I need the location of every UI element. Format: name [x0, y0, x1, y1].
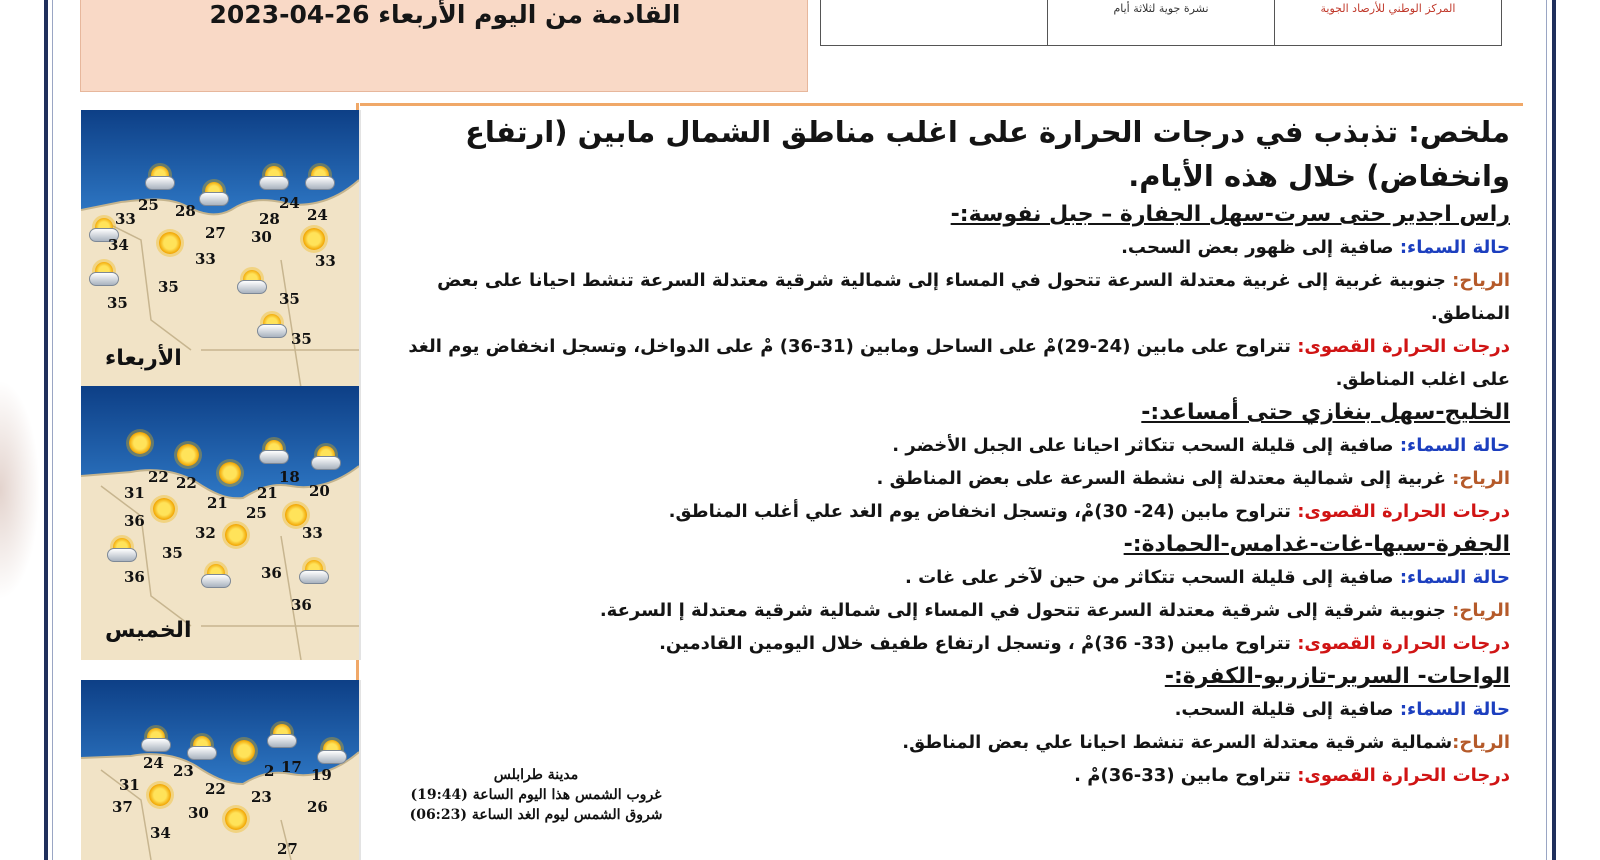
page-frame-left	[44, 0, 48, 860]
map-temp: 32	[195, 524, 216, 542]
region-title: الواحات- السرير-تازربو-الكفرة:-	[1164, 664, 1510, 689]
region-title: الخليج-سهل بنغازي حتى أمساعد:-	[1141, 400, 1510, 425]
map-temp: 18	[279, 468, 300, 486]
map-temp: 24	[307, 206, 328, 224]
temp-line: درجات الحرارة القصوى: تتراوح على مابين (24-29)مْ على الساحل ومابين (31-36) مْ على الدواخل، وتسجل انخفاض يوم الغد على اغلب المناطق.	[408, 336, 1510, 390]
orange-divider	[360, 103, 1523, 106]
wind-line: الرياح: جنوبية شرقية إلى شرقية معتدلة السرعة تتحول في المساء إلى شمالية شرقية معتدلة إ السرعة.	[599, 600, 1510, 621]
wind-line: الرياح: غربية إلى شمالية معتدلة إلى نشطة السرعة على بعض المناطق .	[876, 468, 1510, 489]
sky-line: حالة السماء: صافية إلى قليلة السحب تتكاثر احيانا على الجبل الأخضر .	[892, 435, 1510, 456]
map-temp: 21	[207, 494, 228, 512]
temp-line: درجات الحرارة القصوى: تتراوح مابين (33-36)مْ .	[1074, 765, 1510, 786]
sky-line: حالة السماء: صافية إلى قليلة السحب.	[1174, 699, 1510, 720]
map-temp: 20	[309, 482, 330, 500]
map-temp: 27	[205, 224, 226, 242]
map-temp: 35	[107, 294, 128, 312]
map-temp: 23	[173, 762, 194, 780]
header-cell-center: المركز الوطني للأرصاد الجوية	[1274, 0, 1501, 45]
map-temp: 17	[281, 758, 302, 776]
temp-line: درجات الحرارة القصوى: تتراوح مابين (24- 30)مْ، وتسجل انخفاض يوم الغد علي أغلب المناطق.	[668, 501, 1510, 522]
map-temp: 31	[124, 484, 145, 502]
map-temp: 24	[279, 194, 300, 212]
header-table	[820, 0, 1502, 46]
map-temp: 28	[259, 210, 280, 228]
map-temp: 35	[291, 330, 312, 348]
region-section	[380, 396, 1510, 528]
map-temp: 36	[291, 596, 312, 614]
map-temp: 27	[277, 840, 298, 858]
region-title: راس اجدير حتى سرت-سهل الجفارة – جبل نفوسة:-	[950, 202, 1510, 227]
summary: ملخص: تذبذب في درجات الحرارة على اغلب مناطق الشمال مابين (ارتفاع وانخفاض) خلال هذه الأيام.	[465, 115, 1510, 193]
map-temp: 33	[315, 252, 336, 270]
map-temp: 19	[311, 766, 332, 784]
map-temp: 28	[175, 202, 196, 220]
page-frame-right-inner	[1546, 0, 1547, 860]
sky-line: حالة السماء: صافية إلى قليلة السحب تتكاثر من حين لآخر على غات .	[904, 567, 1510, 588]
map-day-label: الأربعاء	[105, 346, 182, 371]
map-temp: 33	[302, 524, 323, 542]
header-cell-bulletin: نشرة جوية لثلاثة أيام	[1047, 0, 1274, 45]
sun-times	[386, 765, 686, 825]
map-temp: 23	[251, 788, 272, 806]
map-temp: 26	[307, 798, 328, 816]
sun-city: مدينة طرابلس	[493, 767, 579, 783]
map-temp: 22	[205, 780, 226, 798]
map-temp: 24	[143, 754, 164, 772]
map-temp: 35	[162, 544, 183, 562]
wind-line: الرياح:شمالية شرقية معتدلة السرعة تنشط احيانا علي بعض المناطق.	[902, 732, 1510, 753]
temp-line: درجات الحرارة القصوى: تتراوح مابين (33- 36)مْ ، وتسجل ارتفاع طفيف خلال اليومين القادمين.	[659, 633, 1510, 654]
page-frame-left-inner	[52, 0, 53, 860]
sunset-time: غروب الشمس هذا اليوم الساعة (19:44)	[410, 787, 662, 803]
wind-line: الرياح: جنوبية غربية إلى غربية معتدلة السرعة تتحول في المساء إلى شمالية شرقية معتدلة السرعة تنشط احيانا على بعض المناطق.	[437, 270, 1510, 324]
map-temp: 25	[138, 196, 159, 214]
forecast-text	[380, 110, 1510, 792]
sky-line: حالة السماء: صافية إلى ظهور بعض السحب.	[1121, 237, 1510, 258]
map-temp: 34	[108, 236, 129, 254]
map-temp: 36	[124, 568, 145, 586]
header-cell-empty	[821, 0, 1047, 45]
map-temp: 31	[119, 776, 140, 794]
map-temp: 33	[195, 250, 216, 268]
map-temp: 22	[148, 468, 169, 486]
bulletin-title: القادمة من اليوم الأربعاء 26-04-2023	[209, 0, 681, 29]
map-day-label: الخميس	[105, 618, 192, 643]
map-temp: 36	[124, 512, 145, 530]
map-temp: 37	[112, 798, 133, 816]
map-temp: 30	[188, 804, 209, 822]
map-temp: 30	[251, 228, 272, 246]
region-title: الجفرة-سبها-غات-غدامس-الحمادة:-	[1123, 532, 1510, 557]
map-temp: 35	[279, 290, 300, 308]
map-temp: 36	[261, 564, 282, 582]
left-blur	[0, 380, 40, 600]
bulletin-title-box	[80, 0, 808, 92]
map-temp: 22	[176, 474, 197, 492]
map-temp: 34	[150, 824, 171, 842]
forecast-map-thursday	[81, 386, 361, 660]
region-section	[380, 528, 1510, 660]
sunrise-time: شروق الشمس ليوم الغد الساعة (06:23)	[409, 807, 663, 823]
page-frame-right	[1552, 0, 1556, 860]
map-temp: 33	[115, 210, 136, 228]
forecast-map-wednesday	[81, 110, 361, 388]
map-temp: 35	[158, 278, 179, 296]
map-temp: 21	[257, 484, 278, 502]
map-temp: 25	[246, 504, 267, 522]
forecast-map-friday	[81, 680, 361, 860]
map-temp: 2	[264, 762, 275, 780]
region-section	[380, 198, 1510, 396]
